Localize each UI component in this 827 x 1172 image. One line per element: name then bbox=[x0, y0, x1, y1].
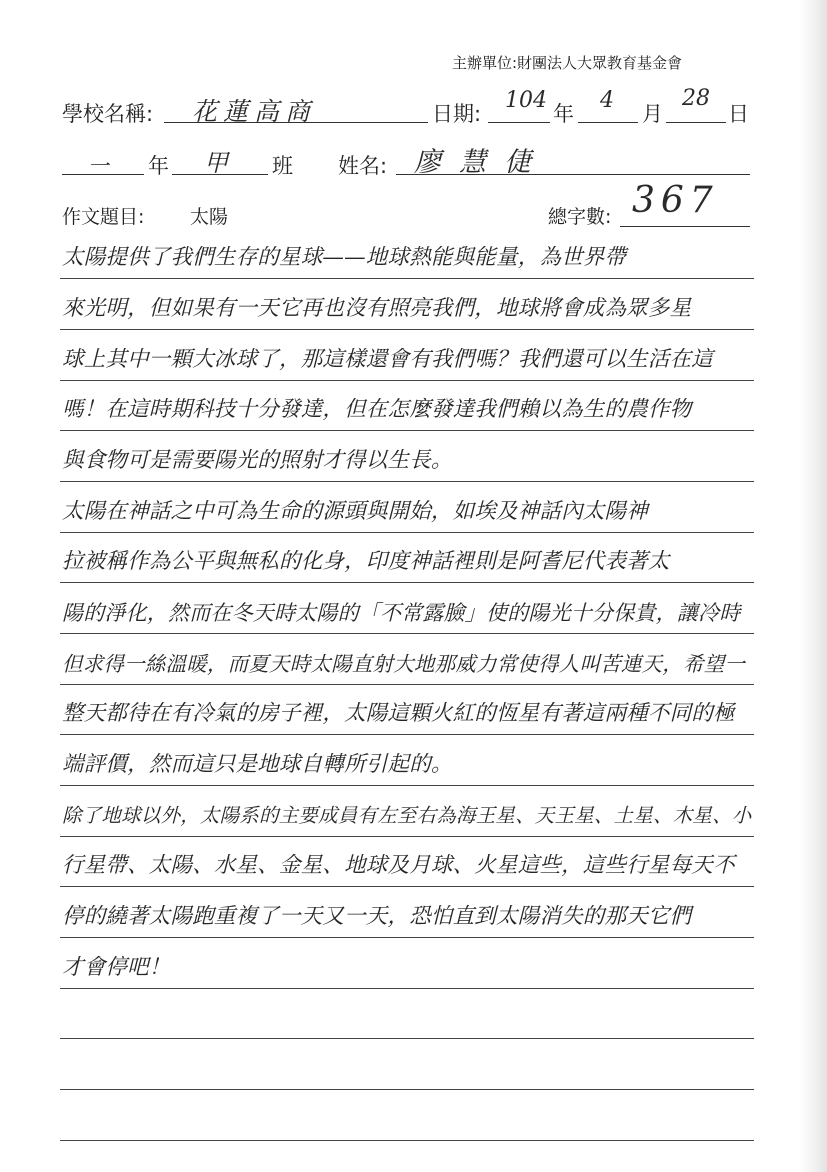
essay-line: 停的繞著太陽跑重複了一天又一天，恐怕直到太陽消失的那天它們 bbox=[62, 904, 692, 929]
essay-line: 整天都待在有冷氣的房子裡，太陽這顆火紅的恆星有著這兩種不同的極 bbox=[62, 701, 735, 726]
essay-line: 與食物可是需要陽光的照射才得以生長。 bbox=[62, 448, 453, 473]
essay-line: 嗎！在這時期科技十分發達，但在怎麼發達我們賴以為生的農作物 bbox=[62, 397, 692, 422]
school-label: 學校名稱: bbox=[62, 102, 154, 126]
day-unit: 日 bbox=[728, 102, 749, 126]
organizer-text: 主辦單位:財團法人大眾教育基金會 bbox=[452, 54, 683, 72]
scan-page-edge bbox=[799, 0, 827, 1172]
essay-line: 行星帶、太陽、水星、金星、地球及月球、火星這些，這些行星每天不 bbox=[62, 853, 735, 878]
essay-line: 但求得一絲溫暖，而夏天時太陽直射大地那威力常使得人叫苦連天，希望一 bbox=[62, 652, 746, 676]
essay-line: 太陽在神話之中可為生命的源頭與開始，如埃及神話內太陽神 bbox=[62, 499, 648, 524]
wordcount-value: 367 bbox=[632, 180, 719, 221]
name-label: 姓名: bbox=[338, 154, 388, 178]
class-unit: 班 bbox=[272, 154, 293, 178]
year-unit: 年 bbox=[553, 102, 574, 126]
month-unit: 月 bbox=[642, 102, 663, 126]
grade-unit: 年 bbox=[148, 154, 169, 178]
school-value: 花蓮高商 bbox=[192, 97, 317, 126]
wordcount-underline bbox=[620, 226, 750, 227]
essay-line: 除了地球以外，太陽系的主要成員有左至右為海王星、天王星、土星、木星、小 bbox=[62, 804, 752, 827]
day-underline bbox=[666, 122, 726, 123]
year-underline bbox=[488, 122, 550, 123]
date-label: 日期: bbox=[432, 102, 482, 126]
essay-line: 球上其中一顆大冰球了，那這樣還會有我們嗎？我們還可以生活在這 bbox=[62, 347, 714, 372]
essay-line: 才會停吧！ bbox=[62, 955, 171, 980]
essay-line: 來光明，但如果有一天它再也沒有照亮我們，地球將會成為眾多星 bbox=[62, 296, 692, 321]
ruled-line bbox=[60, 1089, 754, 1090]
ruled-line bbox=[60, 1140, 754, 1141]
day-value: 28 bbox=[682, 86, 710, 111]
month-underline bbox=[578, 122, 638, 123]
class-value: 甲 bbox=[204, 149, 228, 177]
essay-line: 端評價，然而這只是地球自轉所引起的。 bbox=[62, 752, 453, 777]
essay-line: 陽的淨化，然而在冬天時太陽的「不常露臉」使的陽光十分保貴，讓冷時 bbox=[62, 601, 741, 625]
name-value: 廖慧倢 bbox=[414, 147, 549, 178]
essay-line: 拉被稱作為公平與無私的化身，印度神話裡則是阿耆尼代表著太 bbox=[62, 549, 670, 574]
essay-line: 太陽提供了我們生存的星球——地球熱能與能量，為世界帶 bbox=[62, 245, 627, 270]
essay-title-label: 作文題目: bbox=[62, 206, 145, 228]
ruled-line bbox=[60, 1038, 754, 1039]
month-value: 4 bbox=[600, 88, 614, 113]
wordcount-label: 總字數: bbox=[548, 206, 612, 228]
year-value: 104 bbox=[505, 88, 547, 113]
essay-title-value: 太陽 bbox=[190, 206, 229, 228]
grade-value: 一 bbox=[90, 154, 111, 178]
